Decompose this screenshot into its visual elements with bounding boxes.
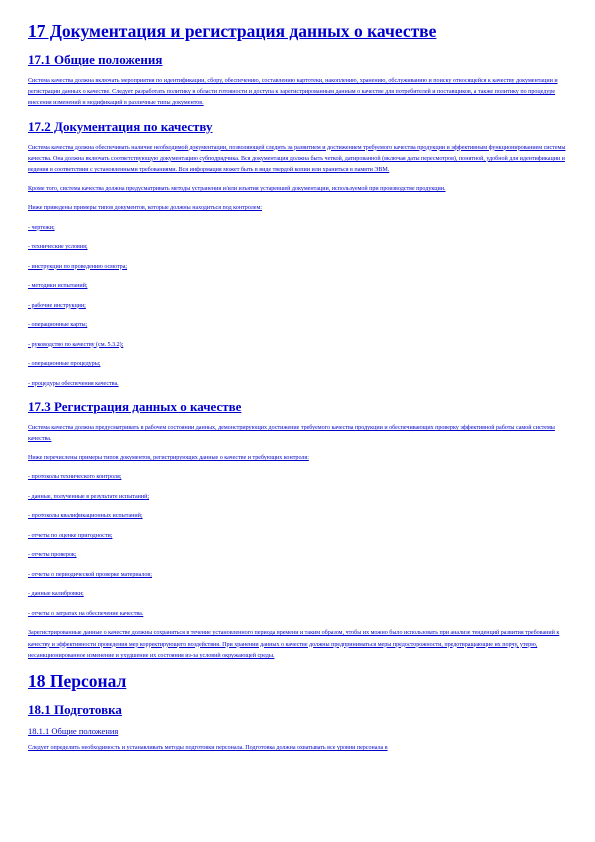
list-item[interactable]: - операционные процедуры;	[28, 361, 101, 368]
section-17-title[interactable]: 17 Документация и регистрация данных о качестве	[28, 21, 437, 41]
section-18-title[interactable]: 18 Персонал	[28, 671, 127, 692]
section-17-2-paragraph-1[interactable]: Система качества должна обеспечивать наличие необходимой документации, позволяющей следить за развитием и достижением требуемого качества продукции и эффективным функционированием системы качества. Она должна включать соответствующую документацию субподрядчика. Вся документация должна быть четкой, датированной (включая даты пересмотров), понятной, удобной для идентификации и ведения в соответствии с установленными требованиями. Вся информация может быть в виде твердой копии или храниться в памяти ЭВМ.	[28, 144, 566, 174]
list-item[interactable]: - инструкции по проведению осмотра;	[28, 263, 128, 270]
section-17-1-paragraph[interactable]: Система качества должна включать мероприятия по идентификации, сбору, обеспечению, составлению картотеки, накоплению, хранению, обслуживанию и поиску относящейся к качеству документации и регистрации данных о качестве. Следует разработать политику в области готовности и доступа к зарегистрированным данным о качестве для потребителей и поставщиков, а также политику по процедуре внесения изменений и модификаций в различные типы документов.	[28, 78, 558, 107]
list-item[interactable]: - рабочие инструкции;	[28, 302, 86, 309]
section-17-3-title[interactable]: 17.3 Регистрация данных о качестве	[28, 398, 242, 414]
list-item[interactable]: - методики испытаний;	[28, 283, 88, 290]
list-item[interactable]: - данные калибровки;	[28, 591, 84, 598]
list-item[interactable]: - отчеты по оценке пригодности;	[28, 532, 113, 539]
section-17-2-list-intro[interactable]: Ниже приведены примеры типов документов, которые должны находиться под контролем:	[28, 205, 262, 212]
section-18-1-title[interactable]: 18.1 Подготовка	[28, 702, 122, 718]
list-item[interactable]: - протоколы квалификационных испытаний;	[28, 513, 143, 520]
list-item[interactable]: - отчеты проверок;	[28, 552, 77, 559]
section-17-3-paragraph-2[interactable]: Зарегистрированные данные о качестве должны сохраняться в течение установленного периода времени и таким образом, чтобы их можно было использовать при анализе тенденций развития требований к качеству и эффективности проведения мер корректирующего воздействия. При хранении данных о качестве должны предприниматься меры предосторожности, предотвращающие их порчу, утерю, несанкционированное изменение и ухудшение их состояния из-за условий окружающей среды.	[28, 630, 560, 659]
section-17-2-title[interactable]: 17.2 Документация по качеству	[28, 118, 213, 134]
list-item[interactable]: - процедуры обеспечения качества.	[28, 380, 119, 387]
list-item[interactable]: - технические условия;	[28, 244, 88, 251]
list-item[interactable]: - операционные карты;	[28, 322, 88, 329]
section-18-1-1-title[interactable]: 18.1.1 Общие положения	[28, 726, 119, 737]
list-item[interactable]: - отчеты о затратах на обеспечение качества.	[28, 610, 144, 617]
list-item[interactable]: - протоколы технического контроля;	[28, 474, 122, 481]
list-item[interactable]: - отчеты о периодической проверке материалов;	[28, 571, 152, 578]
section-17-3-paragraph-1[interactable]: Система качества должна предусматривать в рабочем состоянии данных, демонстрирующих достижение требуемого качества продукции и обеспечивающих проверку эффективной работы самой системы качества.	[28, 424, 555, 443]
section-18-1-1-paragraph[interactable]: Следует определить необходимость и устанавливать методы подготовки персонала. Подготовка должна охватывать все уровни персонала в	[28, 745, 388, 752]
section-17-2-paragraph-2[interactable]: Кроме того, система качества должна предусматривать методы устранения и/или изъятия устаревшей документации, используемой при производстве продукции.	[28, 186, 446, 193]
section-17-1-title[interactable]: 17.1 Общие положения	[28, 52, 163, 67]
list-item[interactable]: - данные, полученные в результате испытаний;	[28, 493, 150, 500]
list-item[interactable]: - руководство по качеству (см. 5.3.2);	[28, 341, 124, 348]
list-item[interactable]: - чертежи;	[28, 224, 55, 231]
section-17-3-list-intro[interactable]: Ниже перечислены примеры типов документов, регистрирующих данные о качестве и требующих контроля:	[28, 455, 309, 462]
